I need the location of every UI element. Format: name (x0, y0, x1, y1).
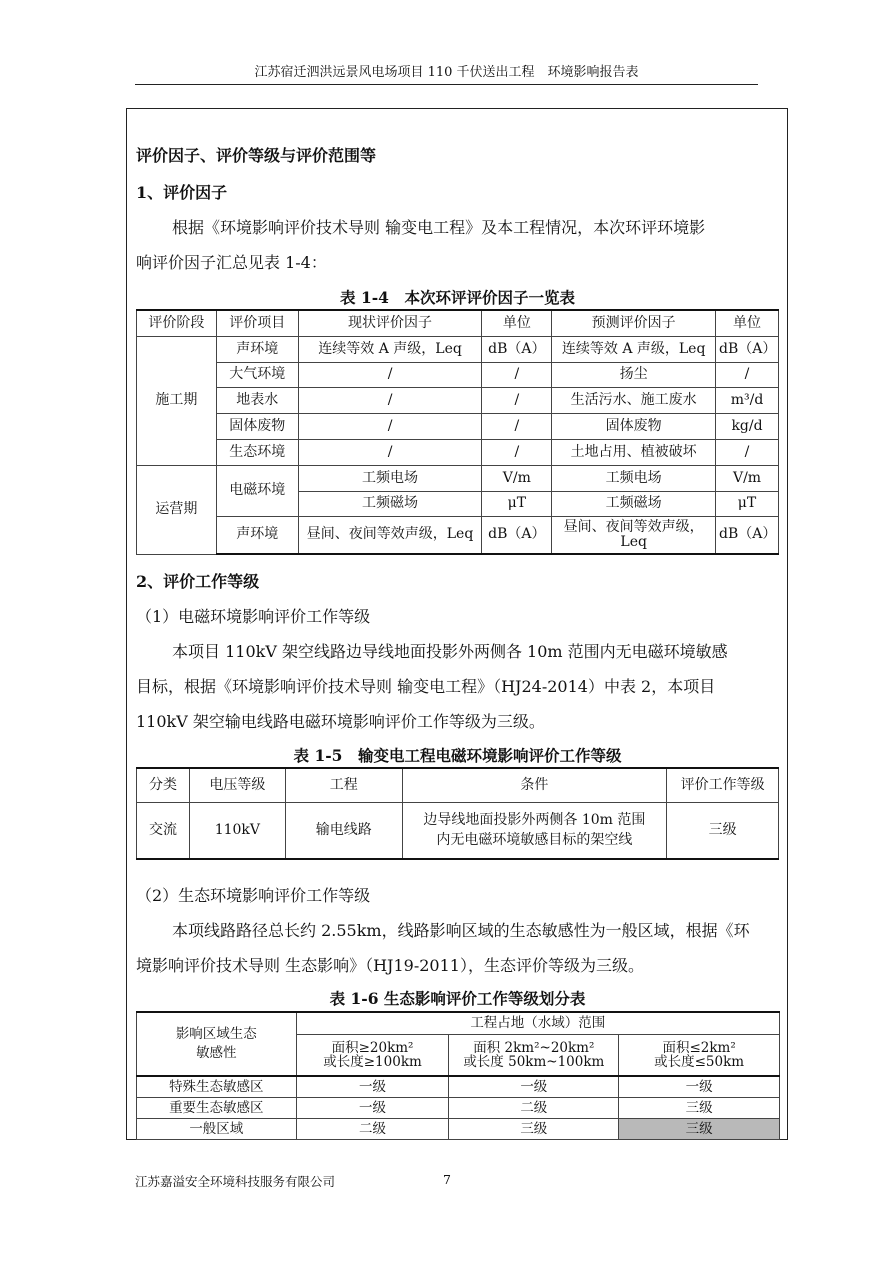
table-cell: dB（A） (482, 336, 552, 362)
table-cell: 地表水 (216, 387, 298, 413)
header-cell: 工程 (285, 768, 402, 802)
header-cell: 分类 (137, 768, 190, 802)
table-cell: 声环境 (216, 516, 298, 554)
table-row (137, 336, 779, 362)
table-cell: 昼间、夜间等效声级，Leq (552, 516, 716, 554)
table-cell: 二级 (449, 1097, 619, 1118)
header-cell: 现状评价因子 (298, 310, 482, 336)
table-cell: / (298, 387, 482, 413)
table-cell: / (716, 362, 779, 387)
header-cell: 电压等级 (189, 768, 285, 802)
table-cell: 三级 (619, 1097, 780, 1118)
table-1-5-caption: 表 1-5 输变电工程电磁环境影响评价工作等级 (293, 746, 622, 765)
document-header: 江苏宿迁泗洪远景风电场项目 110 千伏送出工程 环境影响报告表 (254, 65, 639, 80)
table-cell: kg/d (716, 413, 779, 439)
range-header-line-1: 面积 2km²~20km² (473, 1039, 595, 1056)
table-cell: 一般区域 (137, 1118, 297, 1139)
subheading-electromagnetic: （1）电磁环境影响评价工作等级 (136, 607, 371, 626)
table-cell: 工频磁场 (298, 491, 482, 516)
table-row (137, 362, 779, 387)
table-cell: 工频电场 (552, 465, 716, 491)
table-cell: 一级 (296, 1076, 449, 1097)
table-cell: / (298, 362, 482, 387)
table-cell: 特殊生态敏感区 (137, 1076, 297, 1097)
paragraph-3-line-1: 本项线路路径总长约 2.55km，线路影响区域的生态敏感性为一般区域，根据《环 (172, 921, 750, 940)
footer-company: 江苏嘉溢安全环境科技服务有限公司 (135, 1174, 336, 1189)
highlighted-cell: 三级 (619, 1118, 780, 1139)
sensitivity-header-line-2: 敏感性 (196, 1045, 237, 1061)
table-cell: 一级 (449, 1076, 619, 1097)
sensitivity-header-line-1: 影响区域生态 (175, 1026, 257, 1042)
table-cell: 固体废物 (216, 413, 298, 439)
table-cell: / (482, 362, 552, 387)
table-cell: 交流 (137, 802, 190, 859)
header-cell: 评价阶段 (137, 310, 217, 336)
table-row (137, 465, 779, 491)
table-row (137, 387, 779, 413)
table-cell: 固体废物 (552, 413, 716, 439)
table-cell: 一级 (296, 1097, 449, 1118)
range-header (296, 1034, 449, 1076)
table-cell: dB（A） (716, 336, 779, 362)
range-header-line-2: 或长度≥100km (323, 1053, 422, 1070)
header-cell: 评价工作等级 (667, 768, 779, 802)
ecological-level-table (136, 1011, 780, 1140)
heading-evaluation-level: 2、评价工作等级 (136, 572, 260, 591)
table-cell: 连续等效 A 声级，Leq (298, 336, 482, 362)
table-row (137, 1118, 780, 1139)
table-cell: 工频磁场 (552, 491, 716, 516)
table-cell: / (298, 439, 482, 465)
table-1-4-caption: 表 1-4 本次环评评价因子一览表 (340, 288, 575, 307)
table-cell: 二级 (296, 1118, 449, 1139)
table-cell: 昼间、夜间等效声级，Leq (298, 516, 482, 554)
evaluation-factor-table (136, 309, 779, 555)
table-cell: 三级 (667, 802, 779, 859)
paragraph-1-line-1: 根据《环境影响评价技术导则 输变电工程》及本工程情况，本次环评环境影 (172, 218, 706, 237)
table-cell: 声环境 (216, 336, 298, 362)
table-cell: 一级 (619, 1076, 780, 1097)
table-cell: 扬尘 (552, 362, 716, 387)
table-cell: / (482, 387, 552, 413)
table-cell: 三级 (449, 1118, 619, 1139)
table-row (137, 413, 779, 439)
table-cell: dB（A） (482, 516, 552, 554)
table-cell: μT (482, 491, 552, 516)
table-row (137, 439, 779, 465)
paragraph-2-line-1: 本项目 110kV 架空线路边导线地面投影外两侧各 10m 范围内无电磁环境敏感 (172, 642, 728, 661)
header-rule (135, 84, 758, 85)
range-header (619, 1034, 780, 1076)
table-cell: dB（A） (716, 516, 779, 554)
table-cell: 工频电场 (298, 465, 482, 491)
paragraph-2-line-3: 110kV 架空输电线路电磁环境影响评价工作等级为三级。 (136, 712, 545, 731)
subheading-ecological: （2）生态环境影响评价工作等级 (136, 886, 371, 905)
header-cell: 条件 (402, 768, 667, 802)
heading-evaluation-factors: 1、评价因子 (136, 183, 228, 202)
paragraph-3-line-2: 境影响评价技术导则 生态影响》（HJ19-2011），生态评价等级为三级。 (136, 956, 644, 975)
paragraph-1-line-2: 响评价因子汇总见表 1-4： (136, 253, 327, 272)
page-number: 7 (443, 1172, 451, 1187)
land-occupation-header: 工程占地（水域）范围 (296, 1012, 779, 1034)
sensitivity-header (137, 1012, 297, 1076)
table-cell: / (482, 413, 552, 439)
paragraph-2-line-2: 目标，根据《环境影响评价技术导则 输变电工程》（HJ24-2014）中表 2，本项目 (136, 677, 716, 696)
table-cell: 大气环境 (216, 362, 298, 387)
stage-construction: 施工期 (137, 336, 217, 465)
table-row (137, 1097, 780, 1118)
table-cell: 连续等效 A 声级，Leq (552, 336, 716, 362)
condition-line-2: 内无电磁环境敏感目标的架空线 (436, 832, 633, 849)
table-cell: / (298, 413, 482, 439)
table-cell: V/m (482, 465, 552, 491)
range-header-line-1: 面积≥20km² (331, 1039, 414, 1056)
table-1-6-caption: 表 1-6 生态影响评价工作等级划分表 (329, 989, 586, 1008)
table-cell: / (716, 439, 779, 465)
stage-operation: 运营期 (137, 465, 217, 554)
condition-cell (402, 802, 667, 859)
range-header-line-2: 或长度 50km~100km (463, 1053, 605, 1070)
item-electromagnetic: 电磁环境 (216, 465, 298, 516)
table-cell: 重要生态敏感区 (137, 1097, 297, 1118)
header-cell: 单位 (482, 310, 552, 336)
table-cell: m³/d (716, 387, 779, 413)
range-header (449, 1034, 619, 1076)
table-cell: 生态环境 (216, 439, 298, 465)
table-cell: μT (716, 491, 779, 516)
header-cell: 评价项目 (216, 310, 298, 336)
table-row (137, 516, 779, 554)
table-cell: 110kV (189, 802, 285, 859)
table-cell: 土地占用、植被破坏 (552, 439, 716, 465)
table-row (137, 802, 779, 859)
electromagnetic-level-table (136, 767, 779, 860)
header-cell: 预测评价因子 (552, 310, 716, 336)
section-heading: 评价因子、评价等级与评价范围等 (136, 146, 377, 165)
table-cell: V/m (716, 465, 779, 491)
table-cell: / (482, 439, 552, 465)
range-header-line-1: 面积≤2km² (662, 1039, 736, 1056)
condition-line-1: 边导线地面投影外两侧各 10m 范围 (423, 812, 646, 829)
table-cell: 输电线路 (285, 802, 402, 859)
table-cell: 生活污水、施工废水 (552, 387, 716, 413)
header-cell: 单位 (716, 310, 779, 336)
range-header-line-2: 或长度≤50km (654, 1053, 745, 1070)
table-row (137, 1076, 780, 1097)
